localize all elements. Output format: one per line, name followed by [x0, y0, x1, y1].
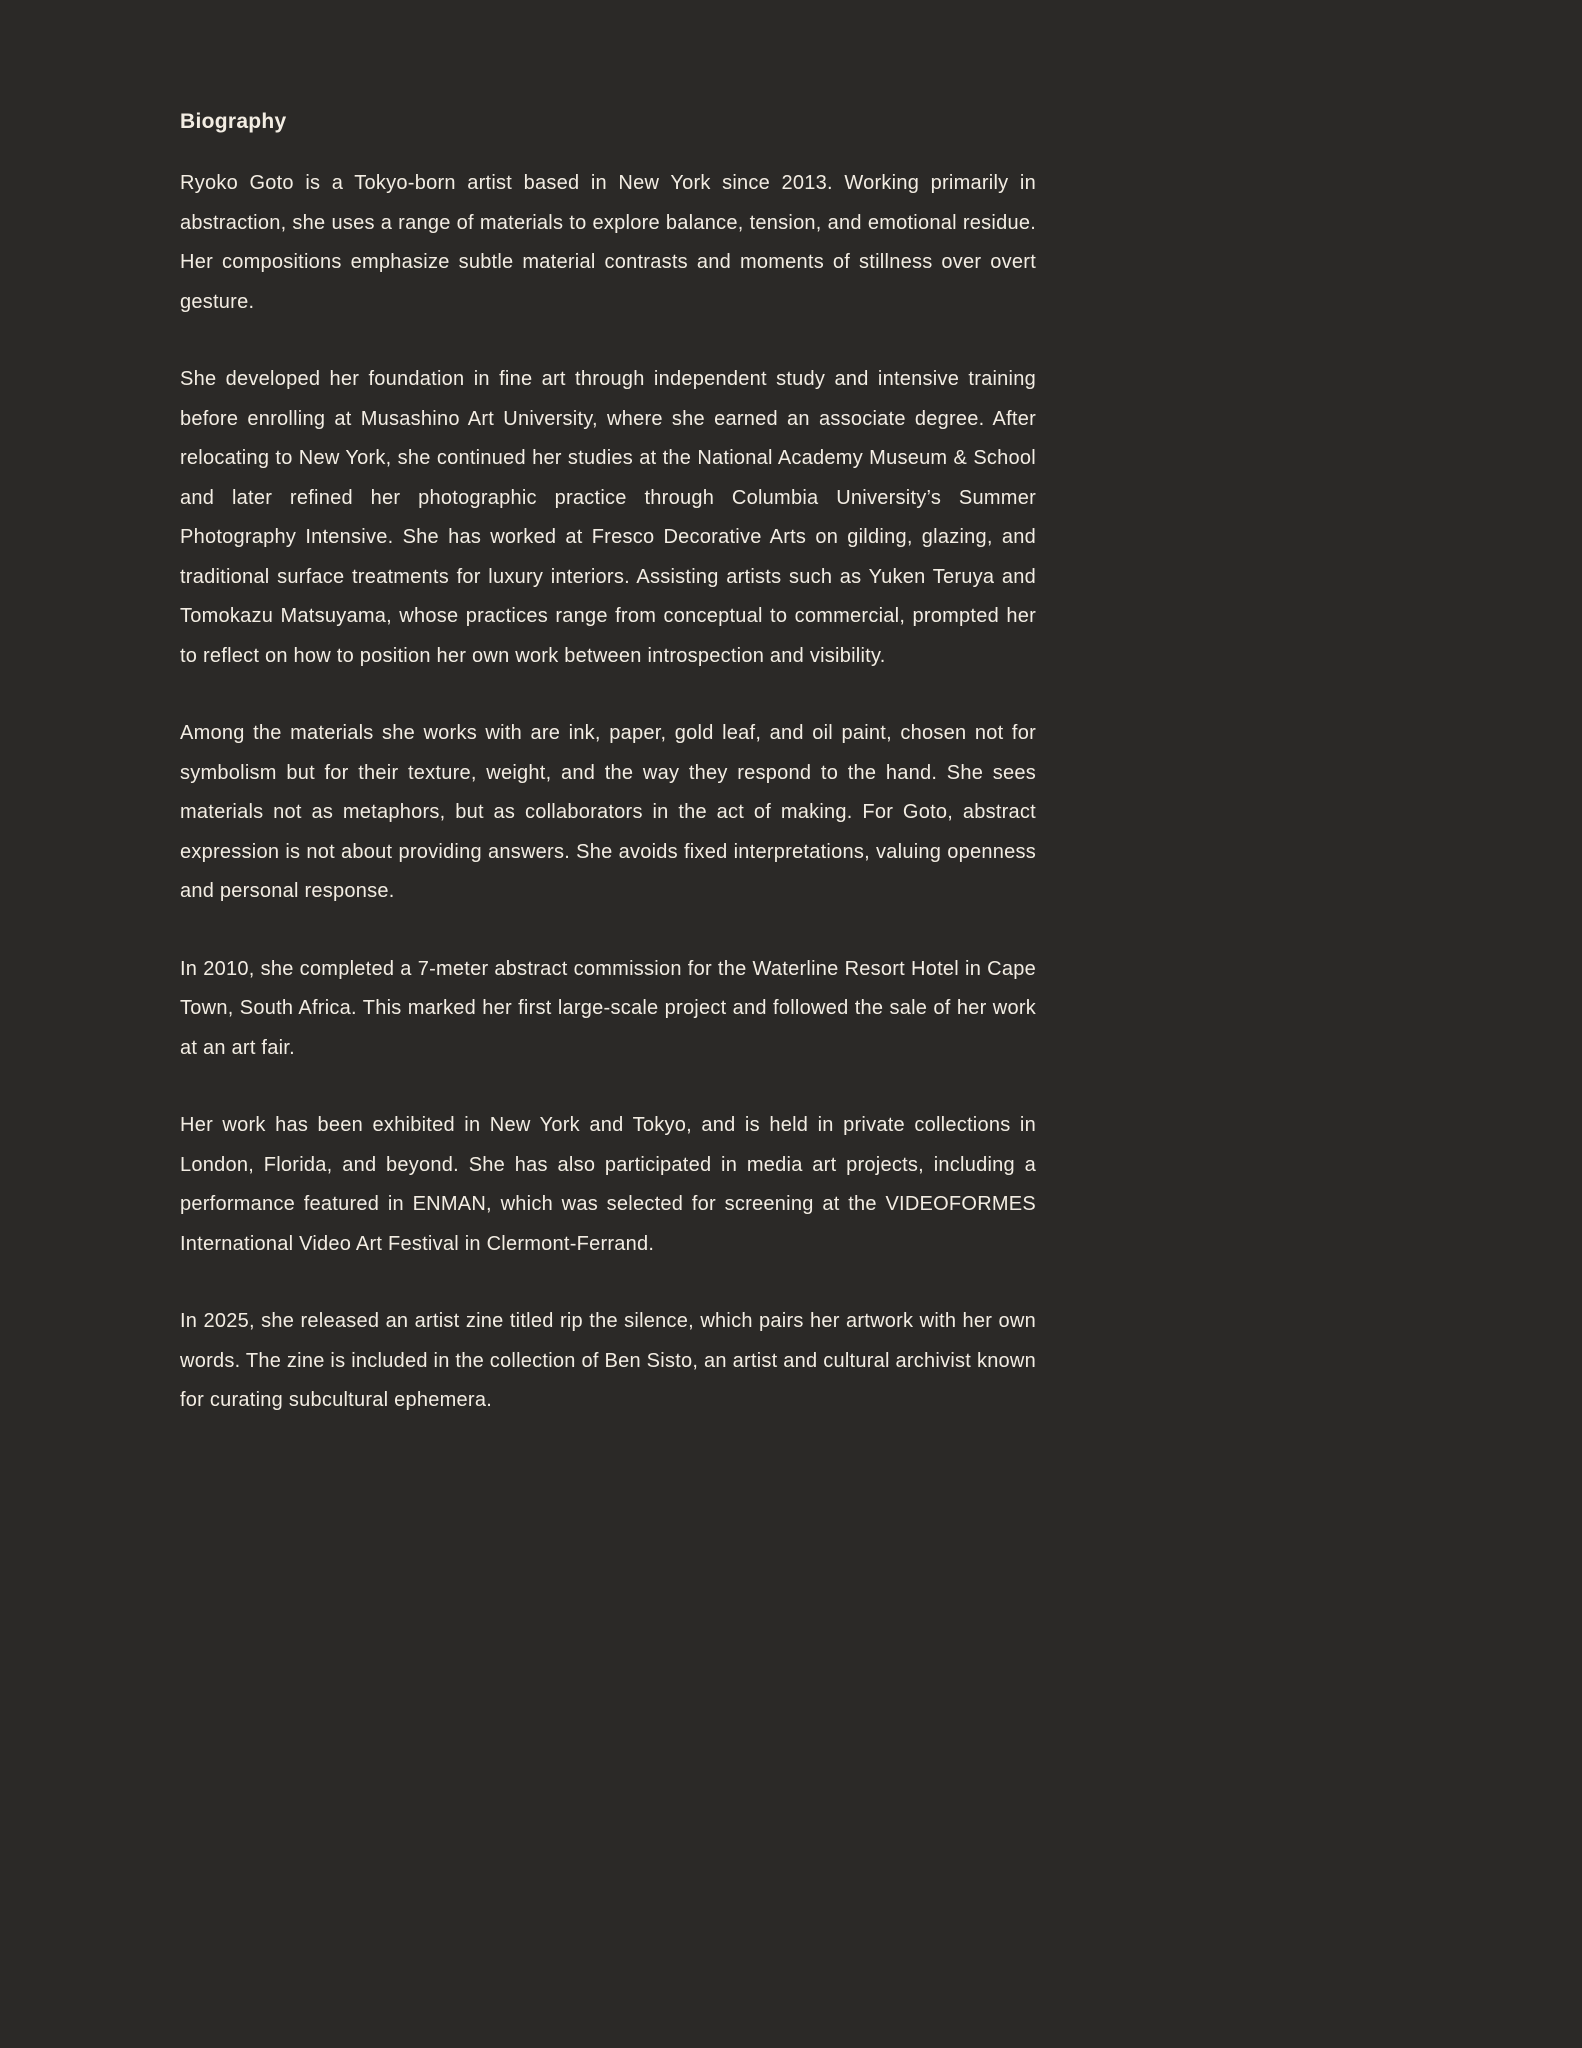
- biography-paragraph-intro: Ryoko Goto is a Tokyo-born artist based in New York since 2013. Working primarily in abstraction, she uses a range of materials to explore balance, tension, and emotional residue. Her compositions emphasize subtle material contrasts and moments of stillness over overt gesture.: [180, 172, 1036, 313]
- biography-paragraph-commission: In 2010, she completed a 7-meter abstract commission for the Waterline Resort Hotel in Cape Town, South Africa. This marked her first large-scale project and followed the sale of her work at an art fair.: [180, 957, 1036, 1059]
- biography-content: [180, 110, 1036, 1421]
- page-title: Biography: [180, 110, 287, 133]
- biography-paragraph-exhibitions: Her work has been exhibited in New York and Tokyo, and is held in private collections in London, Florida, and beyond. She has also participated in media art projects, including a performance featured in ENMAN, which was selected for screening at the VIDEOFORMES International Video Art Festival in Clermont-Ferrand.: [180, 1114, 1036, 1255]
- biography-paragraph-education: She developed her foundation in fine art through independent study and intensive training before enrolling at Musashino Art University, where she earned an associate degree. After relocating to New York, she continued her studies at the National Academy Museum & School and later refined her photographic practice through Columbia University’s Summer Photography Intensive. She has worked at Fresco Decorative Arts on gilding, glazing, and traditional surface treatments for luxury interiors. Assisting artists such as Yuken Teruya and Tomokazu Matsuyama, whose practices range from conceptual to commercial, prompted her to reflect on how to position her own work between introspection and visibility.: [180, 368, 1036, 667]
- biography-paragraph-zine: In 2025, she released an artist zine titled rip the silence, which pairs her artwork with her own words. The zine is included in the collection of Ben Sisto, an artist and cultural archivist known for curating subcultural ephemera.: [180, 1310, 1036, 1411]
- biography-paragraph-materials: Among the materials she works with are ink, paper, gold leaf, and oil paint, chosen not for symbolism but for their texture, weight, and the way they respond to the hand. She sees materials not as metaphors, but as collaborators in the act of making. For Goto, abstract expression is not about providing answers. She avoids fixed interpretations, valuing openness and personal response.: [180, 722, 1036, 902]
